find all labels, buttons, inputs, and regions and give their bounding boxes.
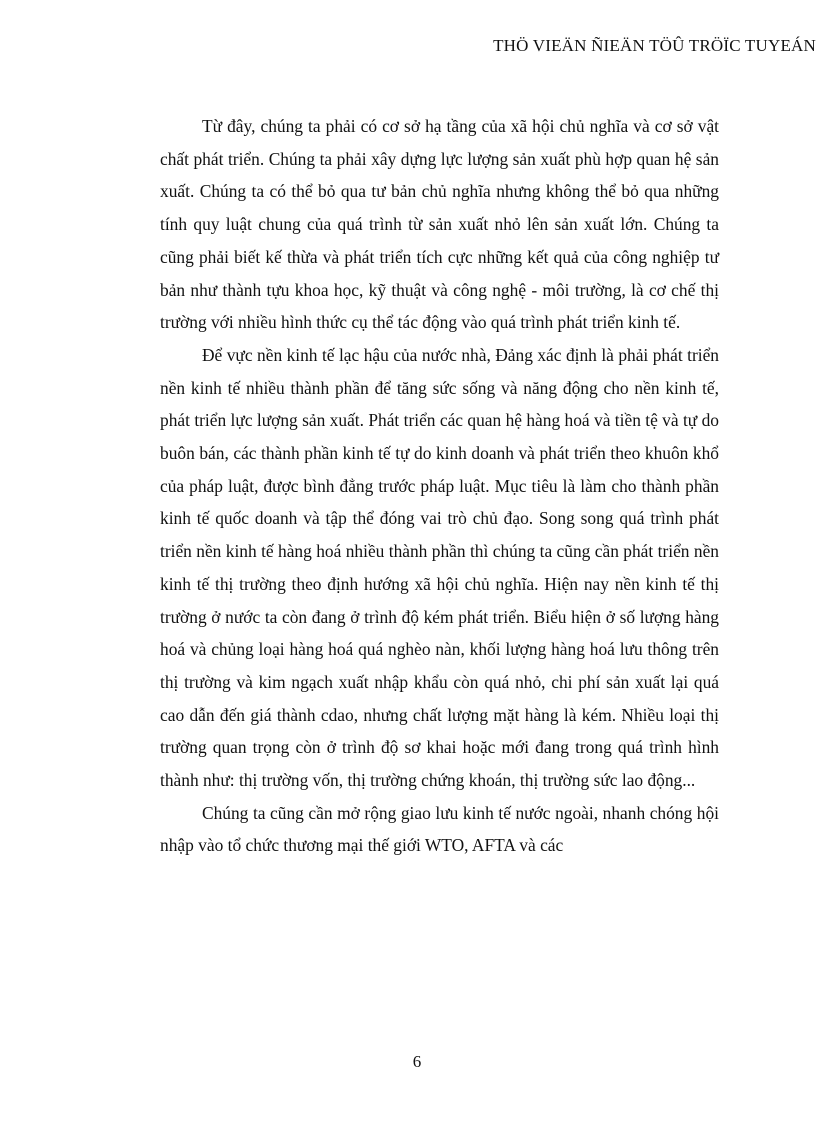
paragraph-2: Để vực nền kinh tế lạc hậu của nước nhà, Đảng xác định là phải phát triển nền kinh tế nhiều thành phần để tăng sức sống và năng động cho nền kinh tế, phát triển lực lượng sản xuất. Phát triển các quan hệ hàng hoá và tiền tệ và tự do buôn bán, các thành phần kinh tế tự do kinh doanh và phát triển theo khuôn khổ của pháp luật, được bình đẳng trước pháp luật. Mục tiêu là làm cho thành phần kinh tế quốc doanh và tập thể đóng vai trò chủ đạo. Song song quá trình phát triển nền kinh tế hàng hoá nhiều thành phần thì chúng ta cũng cần phát triển nền kinh tế thị trường theo định hướng xã hội chủ nghĩa. Hiện nay nền kinh tế thị trường ở nước ta còn đang ở trình độ kém phát triển. Biểu hiện ở số lượng hàng hoá và chủng loại hàng hoá quá nghèo nàn, khối lượng hàng hoá lưu thông trên thị trường và kim ngạch xuất nhập khẩu còn quá nhỏ, chi phí sản xuất lại quá cao dẫn đến giá thành cdao, nhưng chất lượng mặt hàng là kém. Nhiều loại thị trường quan trọng còn ở trình độ sơ khai hoặc mới đang trong quá trình hình thành như: thị trường vốn, thị trường chứng khoán, thị trường sức lao động... <box>160 344 719 791</box>
document-body <box>160 110 719 862</box>
paragraph-3: Chúng ta cũng cần mở rộng giao lưu kinh tế nước ngoài, nhanh chóng hội nhập vào tổ chức thương mại thế giới WTO, AFTA và các <box>160 802 719 856</box>
running-header: THÖ VIEÄN ÑIEÄN TÖÛ TRÖÏC TUYEÁN <box>493 36 816 55</box>
paragraph-1: Từ đây, chúng ta phải có cơ sở hạ tầng của xã hội chủ nghĩa và cơ sở vật chất phát triển. Chúng ta phải xây dựng lực lượng sản xuất phù hợp quan hệ sản xuất. Chúng ta có thể bỏ qua tư bản chủ nghĩa nhưng không thể bỏ qua những tính quy luật chung của quá trình từ sản xuất nhỏ lên sản xuất lớn. Chúng ta cũng phải biết kế thừa và phát triển tích cực những kết quả của công nghiệp tư bản như thành tựu khoa học, kỹ thuật và công nghệ - môi trường, là cơ chế thị trường với nhiều hình thức cụ thể tác động vào quá trình phát triển kinh tế. <box>160 116 719 333</box>
page-number: 6 <box>412 1052 422 1071</box>
